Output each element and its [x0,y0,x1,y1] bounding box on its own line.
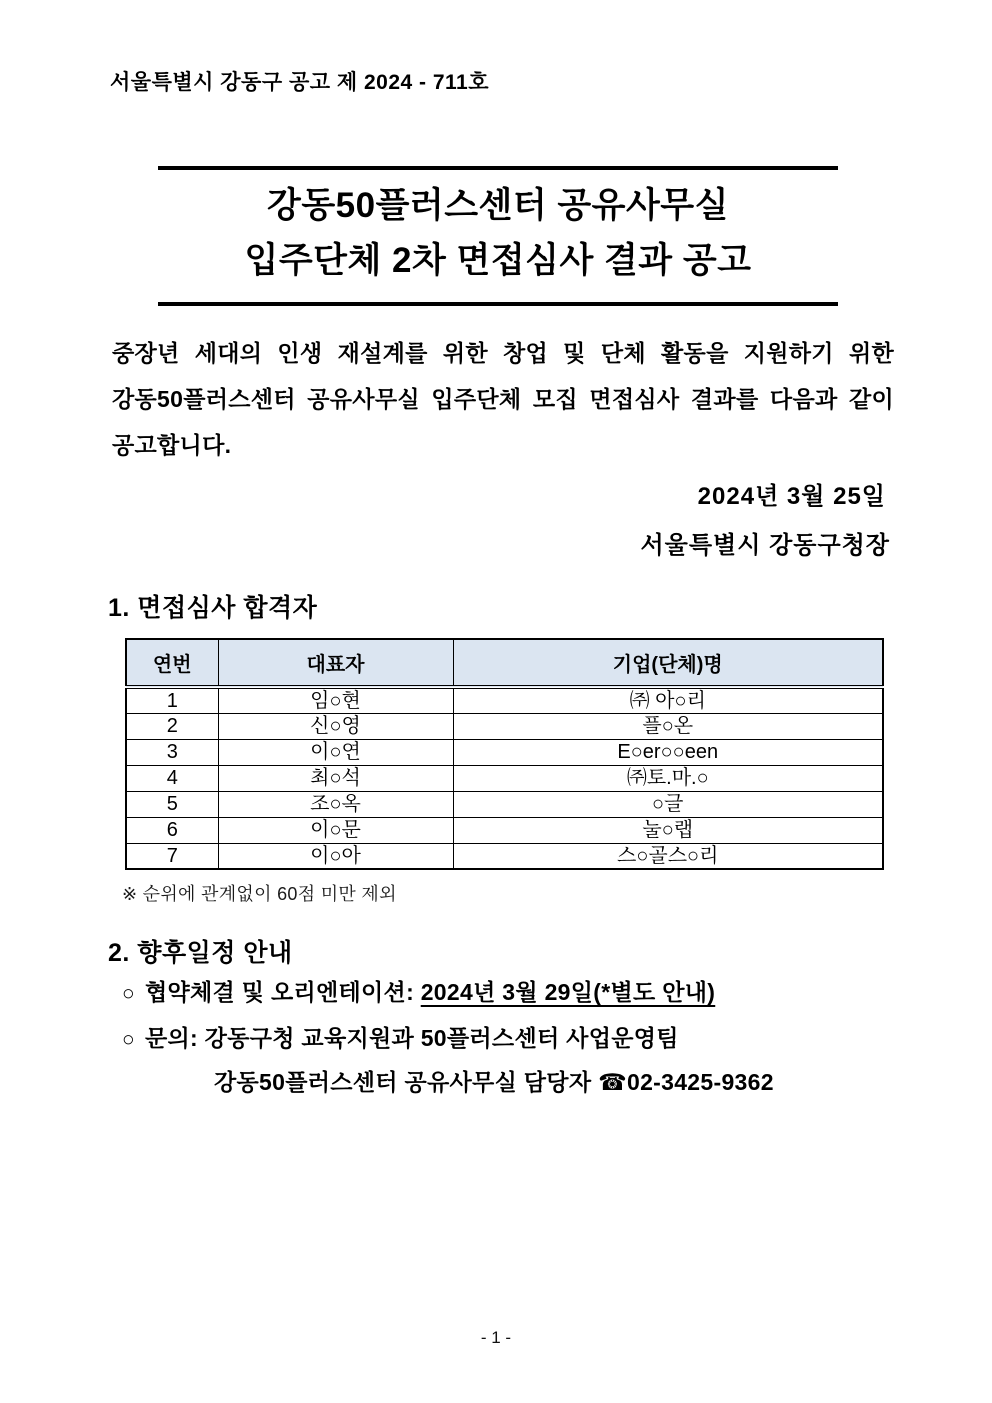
circle-bullet-icon: ○ [122,982,135,1005]
cell-no: 6 [126,817,218,843]
cell-no: 7 [126,843,218,869]
cell-organization: ㈜토.마.○ [453,765,883,791]
table-row [126,791,883,817]
announcement-date: 2024년 3월 25일 [697,483,886,510]
schedule-bullet-contact [122,1020,679,1053]
cell-representative: 임○현 [218,687,453,713]
cell-organization: 플○온 [453,713,883,739]
cell-organization: ㈜ 아○리 [453,687,883,713]
table-footnote: ※ 순위에 관계없이 60점 미만 제외 [122,884,397,904]
cell-no: 2 [126,713,218,739]
page-number: - 1 - [480,1328,512,1347]
document-title-line2: 입주단체 2차 면접심사 결과 공고 [244,241,752,280]
col-header-representative: 대표자 [218,639,453,687]
table-row [126,739,883,765]
col-header-organization: 기업(단체)명 [453,639,883,687]
notice-number: 서울특별시 강동구 공고 제 2024 - 711호 [110,71,490,94]
cell-no: 5 [126,791,218,817]
table-row [126,765,883,791]
document-title-line1: 강동50플러스센터 공유사무실 [267,186,729,225]
cell-no: 4 [126,765,218,791]
cell-representative: 조○옥 [218,791,453,817]
orientation-date-underlined: 2024년 3월 29일(*별도 안내) [420,979,716,1005]
cell-representative: 최○석 [218,765,453,791]
cell-representative: 이○아 [218,843,453,869]
cell-no: 1 [126,687,218,713]
table-row [126,843,883,869]
cell-organization: 스○골스○리 [453,843,883,869]
table-row [126,713,883,739]
signer-name: 서울특별시 강동구청장 [640,532,890,559]
orientation-label: 협약체결 및 오리엔테이션: [144,979,421,1005]
cell-no: 3 [126,739,218,765]
cell-representative: 이○문 [218,817,453,843]
section1-heading: 1. 면접심사 합격자 [108,594,318,622]
results-table [125,638,884,870]
cell-organization: ○글 [453,791,883,817]
schedule-bullet-orientation [122,974,715,1007]
cell-representative: 이○연 [218,739,453,765]
cell-organization: 눌○랩 [453,817,883,843]
cell-organization: E○er○○een [453,739,883,765]
document-title-box [158,166,838,306]
section2-heading: 2. 향후일정 안내 [108,939,293,967]
table-header-row [126,639,883,687]
intro-paragraph: 중장년 세대의 인생 재설계를 위한 창업 및 단체 활동을 지원하기 위한 강동50플러스센터 공유사무실 입주단체 모집 면접심사 결과를 다음과 같이 공고합니다. [112,340,894,458]
table-row [126,817,883,843]
col-header-no: 연번 [126,639,218,687]
cell-representative: 신○영 [218,713,453,739]
contact-dept-text: 문의: 강동구청 교육지원과 50플러스센터 사업운영팀 [144,1025,679,1051]
circle-bullet-icon: ○ [122,1028,135,1051]
contact-phone-line: 강동50플러스센터 공유사무실 담당자 ☎02-3425-9362 [214,1069,774,1095]
table-row [126,687,883,713]
